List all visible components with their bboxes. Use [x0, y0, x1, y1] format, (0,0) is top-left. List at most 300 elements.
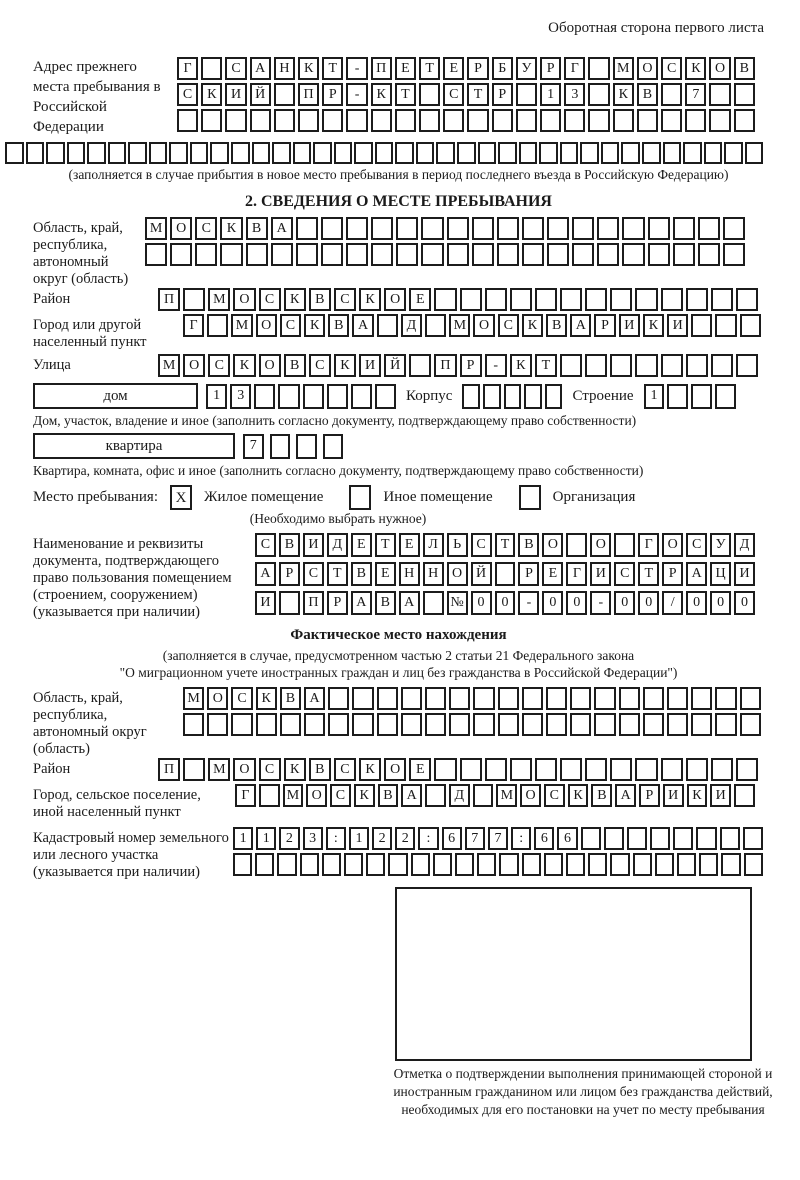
char-box[interactable]: [570, 687, 591, 710]
char-box[interactable]: [566, 533, 587, 557]
char-box[interactable]: М: [496, 784, 517, 807]
confirmation-stamp-box[interactable]: [395, 887, 752, 1061]
char-box[interactable]: [704, 142, 723, 164]
char-box[interactable]: Р: [540, 57, 561, 80]
char-box[interactable]: [328, 713, 349, 736]
char-box[interactable]: [449, 713, 470, 736]
char-box[interactable]: [572, 243, 594, 266]
char-box[interactable]: [648, 217, 670, 240]
char-box[interactable]: [510, 288, 532, 311]
char-box[interactable]: 0: [566, 591, 587, 615]
char-box[interactable]: И: [663, 784, 684, 807]
char-box[interactable]: К: [284, 758, 306, 781]
char-box[interactable]: [425, 687, 446, 710]
char-box[interactable]: [478, 142, 497, 164]
char-box[interactable]: [321, 243, 343, 266]
char-box[interactable]: [648, 243, 670, 266]
char-box[interactable]: [447, 217, 469, 240]
char-box[interactable]: В: [734, 57, 755, 80]
char-box[interactable]: [546, 713, 567, 736]
char-box[interactable]: К: [613, 83, 634, 106]
char-box[interactable]: [696, 827, 716, 850]
char-box[interactable]: [274, 83, 295, 106]
char-box[interactable]: [87, 142, 106, 164]
char-box[interactable]: Е: [409, 288, 431, 311]
char-box[interactable]: П: [158, 288, 180, 311]
char-box[interactable]: [613, 109, 634, 132]
char-box[interactable]: О: [233, 288, 255, 311]
char-box[interactable]: [535, 288, 557, 311]
char-box[interactable]: С: [544, 784, 565, 807]
char-box[interactable]: С: [686, 533, 707, 557]
char-box[interactable]: [736, 758, 758, 781]
char-box[interactable]: [270, 434, 291, 459]
char-box[interactable]: А: [250, 57, 271, 80]
char-box[interactable]: [736, 354, 758, 377]
char-box[interactable]: С: [309, 354, 331, 377]
char-box[interactable]: [377, 713, 398, 736]
char-box[interactable]: [588, 853, 607, 876]
char-box[interactable]: [661, 288, 683, 311]
char-box[interactable]: Г: [177, 57, 198, 80]
char-box[interactable]: С: [614, 562, 635, 586]
char-box[interactable]: [743, 827, 763, 850]
char-box[interactable]: Н: [423, 562, 444, 586]
char-box[interactable]: К: [304, 314, 325, 337]
char-box[interactable]: [436, 142, 455, 164]
char-box[interactable]: [352, 713, 373, 736]
char-box[interactable]: [740, 687, 761, 710]
char-box[interactable]: [207, 713, 228, 736]
char-box[interactable]: [683, 142, 702, 164]
char-box[interactable]: 6: [442, 827, 462, 850]
char-box[interactable]: [535, 758, 557, 781]
char-box[interactable]: [67, 142, 86, 164]
char-box[interactable]: [483, 384, 501, 409]
char-box[interactable]: [395, 142, 414, 164]
char-box[interactable]: [723, 217, 745, 240]
char-box[interactable]: С: [303, 562, 324, 586]
char-box[interactable]: [395, 109, 416, 132]
char-box[interactable]: 2: [372, 827, 392, 850]
char-box[interactable]: О: [542, 533, 563, 557]
char-box[interactable]: К: [687, 784, 708, 807]
char-box[interactable]: [210, 142, 229, 164]
char-box[interactable]: 7: [243, 434, 264, 459]
char-box[interactable]: [522, 243, 544, 266]
char-box[interactable]: [252, 142, 271, 164]
char-box[interactable]: В: [328, 314, 349, 337]
char-box[interactable]: [278, 384, 299, 409]
char-box[interactable]: [711, 354, 733, 377]
char-box[interactable]: П: [371, 57, 392, 80]
char-box[interactable]: М: [208, 288, 230, 311]
char-box[interactable]: Р: [492, 83, 513, 106]
char-box[interactable]: Л: [423, 533, 444, 557]
char-box[interactable]: [195, 243, 217, 266]
char-box[interactable]: [498, 142, 517, 164]
char-box[interactable]: Д: [449, 784, 470, 807]
char-box[interactable]: [425, 713, 446, 736]
char-box[interactable]: [540, 109, 561, 132]
char-box[interactable]: -: [518, 591, 539, 615]
char-box[interactable]: [421, 243, 443, 266]
char-box[interactable]: [321, 217, 343, 240]
char-box[interactable]: Е: [542, 562, 563, 586]
char-box[interactable]: [516, 83, 537, 106]
char-box[interactable]: 3: [230, 384, 251, 409]
char-box[interactable]: [510, 758, 532, 781]
char-box[interactable]: [280, 713, 301, 736]
char-box[interactable]: 0: [471, 591, 492, 615]
char-box[interactable]: 0: [734, 591, 755, 615]
char-box[interactable]: 1: [256, 827, 276, 850]
char-box[interactable]: В: [591, 784, 612, 807]
char-box[interactable]: И: [590, 562, 611, 586]
char-box[interactable]: [304, 713, 325, 736]
char-box[interactable]: [622, 217, 644, 240]
char-box[interactable]: [588, 83, 609, 106]
char-box[interactable]: [346, 243, 368, 266]
char-box[interactable]: К: [201, 83, 222, 106]
char-box[interactable]: [597, 217, 619, 240]
char-box[interactable]: К: [643, 314, 664, 337]
char-box[interactable]: [740, 314, 761, 337]
char-box[interactable]: С: [177, 83, 198, 106]
char-box[interactable]: [585, 288, 607, 311]
char-box[interactable]: К: [220, 217, 242, 240]
char-box[interactable]: [351, 384, 372, 409]
char-box[interactable]: [423, 591, 444, 615]
char-box[interactable]: [366, 853, 385, 876]
char-box[interactable]: [564, 109, 585, 132]
char-box[interactable]: С: [195, 217, 217, 240]
char-box[interactable]: [207, 314, 228, 337]
char-box[interactable]: [170, 243, 192, 266]
char-box[interactable]: С: [208, 354, 230, 377]
char-box[interactable]: [621, 142, 640, 164]
char-box[interactable]: М: [208, 758, 230, 781]
char-box[interactable]: А: [570, 314, 591, 337]
char-box[interactable]: А: [399, 591, 420, 615]
char-box[interactable]: [256, 713, 277, 736]
char-box[interactable]: [635, 758, 657, 781]
char-box[interactable]: [334, 142, 353, 164]
char-box[interactable]: К: [354, 784, 375, 807]
char-box[interactable]: [250, 109, 271, 132]
char-box[interactable]: [594, 713, 615, 736]
char-box[interactable]: [354, 142, 373, 164]
char-box[interactable]: Е: [351, 533, 372, 557]
char-box[interactable]: У: [516, 57, 537, 80]
char-box[interactable]: Т: [395, 83, 416, 106]
char-box[interactable]: [522, 687, 543, 710]
char-box[interactable]: [663, 142, 682, 164]
char-box[interactable]: [225, 109, 246, 132]
char-box[interactable]: [473, 713, 494, 736]
char-box[interactable]: И: [619, 314, 640, 337]
char-box[interactable]: Г: [638, 533, 659, 557]
char-box[interactable]: [375, 384, 396, 409]
char-box[interactable]: Р: [322, 83, 343, 106]
char-box[interactable]: В: [546, 314, 567, 337]
char-box[interactable]: [497, 243, 519, 266]
char-box[interactable]: 0: [710, 591, 731, 615]
char-box[interactable]: И: [225, 83, 246, 106]
char-box[interactable]: Н: [274, 57, 295, 80]
char-box[interactable]: [472, 217, 494, 240]
char-box[interactable]: А: [615, 784, 636, 807]
char-box[interactable]: 0: [614, 591, 635, 615]
char-box[interactable]: И: [255, 591, 276, 615]
char-box[interactable]: О: [473, 314, 494, 337]
char-box[interactable]: В: [351, 562, 372, 586]
char-box[interactable]: М: [183, 687, 204, 710]
char-box[interactable]: К: [359, 758, 381, 781]
char-box[interactable]: [661, 758, 683, 781]
char-box[interactable]: 1: [206, 384, 227, 409]
char-box[interactable]: [396, 243, 418, 266]
char-box[interactable]: [313, 142, 332, 164]
char-box[interactable]: К: [233, 354, 255, 377]
char-box[interactable]: [711, 758, 733, 781]
char-box[interactable]: [377, 314, 398, 337]
char-box[interactable]: [610, 354, 632, 377]
char-box[interactable]: [547, 243, 569, 266]
char-box[interactable]: К: [568, 784, 589, 807]
char-box[interactable]: -: [346, 57, 367, 80]
char-box[interactable]: [691, 384, 712, 409]
char-box[interactable]: [685, 109, 706, 132]
char-box[interactable]: О: [709, 57, 730, 80]
char-box[interactable]: С: [334, 288, 356, 311]
char-box[interactable]: [388, 853, 407, 876]
char-box[interactable]: Р: [639, 784, 660, 807]
char-box[interactable]: [686, 758, 708, 781]
char-box[interactable]: [734, 784, 755, 807]
char-box[interactable]: О: [384, 288, 406, 311]
char-box[interactable]: С: [334, 758, 356, 781]
char-box[interactable]: [467, 109, 488, 132]
char-box[interactable]: [473, 687, 494, 710]
char-box[interactable]: [375, 142, 394, 164]
char-box[interactable]: С: [443, 83, 464, 106]
char-box[interactable]: [457, 142, 476, 164]
char-box[interactable]: [686, 288, 708, 311]
char-box[interactable]: К: [298, 57, 319, 80]
char-box[interactable]: [477, 853, 496, 876]
char-box[interactable]: 2: [395, 827, 415, 850]
char-box[interactable]: [46, 142, 65, 164]
char-box[interactable]: [190, 142, 209, 164]
char-box[interactable]: 0: [542, 591, 563, 615]
char-box[interactable]: [516, 109, 537, 132]
char-box[interactable]: [296, 217, 318, 240]
char-box[interactable]: [323, 434, 344, 459]
char-box[interactable]: Т: [467, 83, 488, 106]
char-box[interactable]: В: [518, 533, 539, 557]
char-box[interactable]: И: [667, 314, 688, 337]
char-box[interactable]: [277, 853, 296, 876]
char-box[interactable]: [522, 217, 544, 240]
char-box[interactable]: Г: [183, 314, 204, 337]
char-box[interactable]: [560, 142, 579, 164]
char-box[interactable]: [745, 142, 764, 164]
char-box[interactable]: [736, 288, 758, 311]
char-box[interactable]: Г: [566, 562, 587, 586]
char-box[interactable]: [26, 142, 45, 164]
char-box[interactable]: [643, 713, 664, 736]
char-box[interactable]: О: [520, 784, 541, 807]
char-box[interactable]: [622, 243, 644, 266]
char-box[interactable]: [371, 109, 392, 132]
char-box[interactable]: [201, 109, 222, 132]
char-box[interactable]: В: [284, 354, 306, 377]
char-box[interactable]: Д: [734, 533, 755, 557]
char-box[interactable]: [322, 853, 341, 876]
char-box[interactable]: О: [256, 314, 277, 337]
char-box[interactable]: [635, 354, 657, 377]
char-box[interactable]: Т: [322, 57, 343, 80]
char-box[interactable]: Е: [395, 57, 416, 80]
char-box[interactable]: [709, 83, 730, 106]
char-box[interactable]: [473, 784, 494, 807]
char-box[interactable]: [619, 687, 640, 710]
char-box[interactable]: [544, 853, 563, 876]
char-box[interactable]: [667, 713, 688, 736]
char-box[interactable]: [566, 853, 585, 876]
char-box[interactable]: [303, 384, 324, 409]
char-box[interactable]: Т: [327, 562, 348, 586]
char-box[interactable]: О: [306, 784, 327, 807]
char-box[interactable]: В: [246, 217, 268, 240]
char-box[interactable]: Б: [492, 57, 513, 80]
char-box[interactable]: [460, 758, 482, 781]
char-box[interactable]: №: [447, 591, 468, 615]
char-box[interactable]: 2: [279, 827, 299, 850]
char-box[interactable]: И: [303, 533, 324, 557]
char-box[interactable]: 7: [465, 827, 485, 850]
char-box[interactable]: Ь: [447, 533, 468, 557]
char-box[interactable]: А: [255, 562, 276, 586]
char-box[interactable]: [220, 243, 242, 266]
char-box[interactable]: К: [685, 57, 706, 80]
char-box[interactable]: [667, 687, 688, 710]
char-box[interactable]: 1: [349, 827, 369, 850]
char-box[interactable]: [344, 853, 363, 876]
char-box[interactable]: [485, 758, 507, 781]
char-box[interactable]: К: [510, 354, 532, 377]
char-box[interactable]: :: [418, 827, 438, 850]
char-box[interactable]: [635, 288, 657, 311]
char-box[interactable]: Д: [327, 533, 348, 557]
char-box[interactable]: О: [170, 217, 192, 240]
char-box[interactable]: 0: [495, 591, 516, 615]
char-box[interactable]: [246, 243, 268, 266]
char-box[interactable]: [377, 687, 398, 710]
char-box[interactable]: [183, 288, 205, 311]
char-box[interactable]: [352, 687, 373, 710]
char-box[interactable]: [371, 243, 393, 266]
char-box[interactable]: [610, 758, 632, 781]
char-box[interactable]: [401, 687, 422, 710]
char-box[interactable]: [169, 142, 188, 164]
char-box[interactable]: [5, 142, 24, 164]
char-box[interactable]: А: [401, 784, 422, 807]
char-box[interactable]: [274, 109, 295, 132]
char-box[interactable]: П: [158, 758, 180, 781]
char-box[interactable]: [661, 354, 683, 377]
char-box[interactable]: [485, 288, 507, 311]
char-box[interactable]: В: [280, 687, 301, 710]
char-box[interactable]: 0: [686, 591, 707, 615]
char-box[interactable]: П: [434, 354, 456, 377]
char-box[interactable]: [416, 142, 435, 164]
char-box[interactable]: С: [255, 533, 276, 557]
char-box[interactable]: Т: [535, 354, 557, 377]
char-box[interactable]: С: [330, 784, 351, 807]
char-box[interactable]: [293, 142, 312, 164]
char-box[interactable]: Р: [518, 562, 539, 586]
char-box[interactable]: [643, 687, 664, 710]
char-box[interactable]: [698, 243, 720, 266]
char-box[interactable]: [588, 109, 609, 132]
char-box[interactable]: [547, 217, 569, 240]
char-box[interactable]: А: [271, 217, 293, 240]
char-box[interactable]: [498, 687, 519, 710]
char-box[interactable]: [524, 384, 542, 409]
char-box[interactable]: 7: [685, 83, 706, 106]
char-box[interactable]: Й: [250, 83, 271, 106]
char-box[interactable]: Т: [375, 533, 396, 557]
char-box[interactable]: [734, 83, 755, 106]
char-box[interactable]: [604, 827, 624, 850]
char-box[interactable]: 6: [534, 827, 554, 850]
char-box[interactable]: М: [145, 217, 167, 240]
char-box[interactable]: [495, 562, 516, 586]
char-box[interactable]: [545, 384, 563, 409]
char-box[interactable]: Г: [235, 784, 256, 807]
char-box[interactable]: К: [284, 288, 306, 311]
char-box[interactable]: [401, 713, 422, 736]
char-box[interactable]: Н: [399, 562, 420, 586]
char-box[interactable]: С: [280, 314, 301, 337]
char-box[interactable]: Р: [467, 57, 488, 80]
char-box[interactable]: [709, 109, 730, 132]
char-box[interactable]: [715, 687, 736, 710]
char-box[interactable]: Р: [279, 562, 300, 586]
stay-option-organization-checkbox[interactable]: [519, 485, 541, 510]
char-box[interactable]: [145, 243, 167, 266]
char-box[interactable]: О: [447, 562, 468, 586]
char-box[interactable]: [449, 687, 470, 710]
char-box[interactable]: [677, 853, 696, 876]
char-box[interactable]: [128, 142, 147, 164]
char-box[interactable]: [108, 142, 127, 164]
char-box[interactable]: [650, 827, 670, 850]
char-box[interactable]: [233, 853, 252, 876]
char-box[interactable]: [610, 288, 632, 311]
char-box[interactable]: О: [637, 57, 658, 80]
char-box[interactable]: [614, 533, 635, 557]
char-box[interactable]: С: [259, 758, 281, 781]
char-box[interactable]: [572, 217, 594, 240]
char-box[interactable]: [298, 109, 319, 132]
char-box[interactable]: [637, 109, 658, 132]
char-box[interactable]: [460, 288, 482, 311]
char-box[interactable]: [642, 142, 661, 164]
char-box[interactable]: [655, 853, 674, 876]
